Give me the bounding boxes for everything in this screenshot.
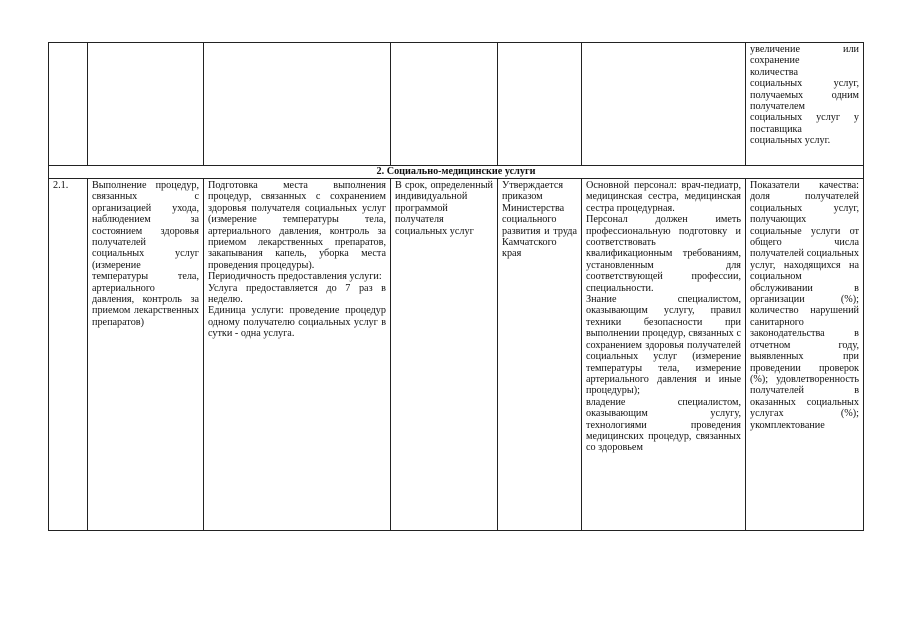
conditions-paragraph: Знание специалистом, оказывающим услугу, правил техники безопасности при выполнении процедур, связанных с сохранением здоровья получателей социальных услуг (измерение температуры тела, измерение артериального давления и иные процедуры); — [586, 294, 741, 397]
content-paragraph: Периодичность предоставления услуги: — [208, 271, 382, 283]
continuation-line: получателем — [750, 101, 805, 113]
conditions-paragraph: Персонал должен иметь профессиональную подготовку и соответствовать квалификационным требованиям, установленным для соответствующей профессии, специальности. — [586, 214, 741, 294]
continuation-line: поставщика — [750, 123, 802, 135]
conditions-paragraph: Основной персонал: врач-педиатр, медицинская сестра, медицинская сестра процедурная. — [586, 180, 741, 214]
continuation-line: сохранение — [750, 55, 800, 67]
cell-num: 2.1. — [49, 179, 88, 531]
cell-tariff-empty — [498, 43, 582, 166]
cell-name-empty — [88, 43, 204, 166]
cell-indicators-continuation — [746, 43, 864, 166]
services-table — [48, 42, 864, 531]
cell-content-empty — [204, 43, 391, 166]
continuation-line: социальных услуг, — [750, 78, 859, 90]
cell-service-name: Выполнение процедур, связанных с организацией ухода, наблюдением за состоянием здоровья получателей социальных услуг (измерение температуры тела, артериального давления, контроль за приемом лекарственных препаратов) — [88, 179, 204, 531]
section-header-row — [49, 166, 864, 179]
section-title: 2. Социально-медицинские услуги — [49, 166, 864, 179]
cell-term-empty — [391, 43, 498, 166]
table-row-2-1 — [49, 179, 864, 531]
continuation-line: социальных услуг у — [750, 112, 859, 124]
content-paragraph: Единица услуги: проведение процедур одному получателю социальных услуг в сутки - одна услуга. — [208, 305, 386, 340]
continuation-line: количества — [750, 66, 798, 78]
cell-indicators: Показатели качества: доля получателей социальных услуг, получающих социальные услуги от общего числа получателей социальных услуг, находящихся на социальном обслуживании в организации (%); количество нарушений санитарного законодательства в отчетном году, выявленных при проведении проверок (%); удовлетворенность получателей в оказанных социальных услугах (%); укомплектование — [746, 179, 864, 531]
content-paragraph: Подготовка места выполнения процедур, связанных с сохранением здоровья получателя социальных услуг (измерение температуры тела, артериального давления, контроль за приемом лекарственных препаратов, закапывания капель, уборка места проведения процедуры). — [208, 180, 386, 271]
cell-term: В срок, определенный индивидуальной программой получателя социальных услуг — [391, 179, 498, 531]
cell-conditions-empty — [582, 43, 746, 166]
cell-service-content — [204, 179, 391, 531]
cell-num-empty — [49, 43, 88, 166]
table-row-continuation — [49, 43, 864, 166]
cell-tariff: Утверждается приказом Министерства социального развития и труда Камчатского края — [498, 179, 582, 531]
continuation-line: социальных услуг. — [750, 135, 831, 147]
continuation-line: увеличение или — [750, 44, 859, 55]
conditions-paragraph: владение специалистом, оказывающим услугу, технологиями проведения медицинских процедур, связанных со здоровьем — [586, 396, 741, 454]
content-paragraph: Услуга предоставляется до 7 раз в неделю. — [208, 282, 386, 306]
cell-conditions — [582, 179, 746, 531]
continuation-line: получаемых одним — [750, 89, 859, 101]
